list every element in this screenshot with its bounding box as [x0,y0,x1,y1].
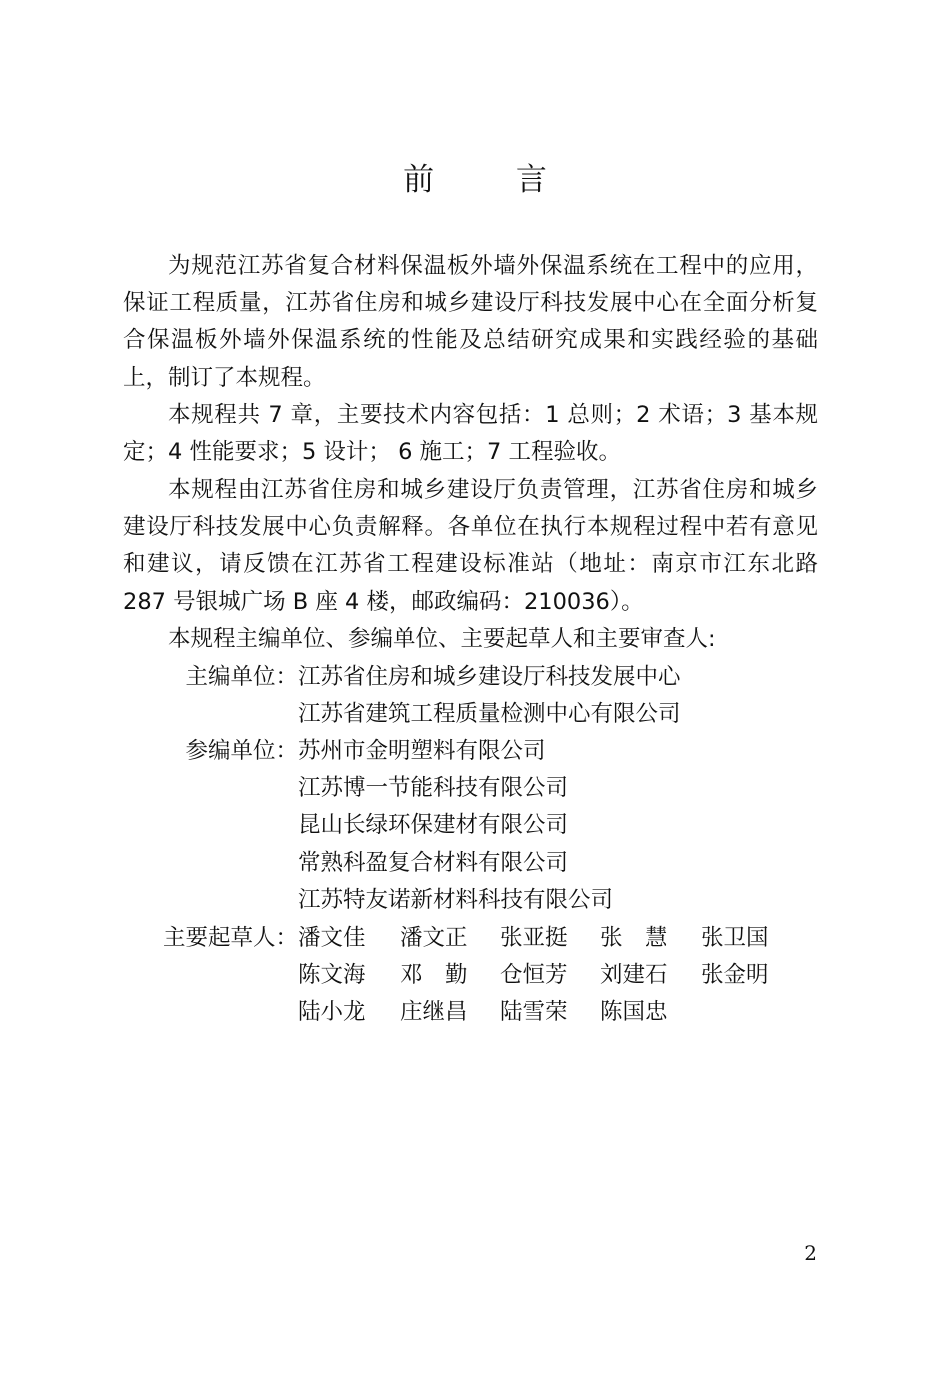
chief-editor-item: 江苏省建筑工程质量检测中心有限公司 [298,701,681,728]
drafter-row [0,920,950,957]
roster-intro [123,621,818,658]
contents-paragraph [123,397,818,471]
participating-unit-item: 江苏特友诺新材料科技有限公司 [298,886,614,913]
drafter-name: 陈国忠 [600,999,668,1026]
drafter-name: 邓 勤 [400,962,468,989]
participating-unit-item: 苏州市金明塑料有限公司 [298,738,546,764]
participating-unit-row [0,807,950,844]
chief-editor-row [0,696,950,733]
paragraph-purpose: 为规范江苏省复合材料保温板外墙外保温系统在工程中的应用，保证工程质量，江苏省住房和城乡建设厅科技发展中心在全面分析复合保温板外墙外保温系统的性能及总结研究成果和实践经验的基础上，制订了本规程。 [123,253,818,391]
drafter-name: 张金明 [701,962,769,989]
participating-unit-item: 昆山长绿环保建材有限公司 [298,812,569,839]
participating-unit-item: 江苏博一节能科技有限公司 [298,775,569,802]
management-paragraph [123,472,818,621]
drafters-label: 主要起草人： [162,925,298,951]
participating-unit-row [0,845,950,882]
participating-unit-row [0,770,950,807]
paragraph-roster-intro: 本规程主编单位、参编单位、主要起草人和主要审查人: [168,626,716,652]
drafter-name: 张卫国 [701,925,769,951]
participating-units-label: 参编单位： [185,738,298,764]
chief-editor-row [0,659,950,696]
drafter-name: 陆小龙 [298,999,366,1026]
drafter-name: 陈文海 [298,962,366,989]
participating-unit-row [0,733,950,770]
participating-unit-item: 常熟科盈复合材料有限公司 [298,849,569,876]
drafter-name: 陆雪荣 [500,999,568,1026]
page-number: 2 [804,1241,817,1265]
chief-editor-item: 江苏省住房和城乡建设厅科技发展中心 [298,664,681,690]
drafter-name: 张 慧 [600,925,668,951]
chief-editors-label: 主编单位： [185,664,298,690]
drafter-name: 潘文佳 [298,925,366,951]
intro-paragraph [123,248,818,397]
participating-unit-row [0,882,950,919]
paragraph-chapters: 本规程共 7 章，主要技术内容包括：1 总则；2 术语；3 基本规定；4 性能要求；5 设计； 6 施工；7 工程验收。 [123,402,818,466]
drafter-name: 庄继昌 [400,999,468,1026]
drafter-name: 刘建石 [600,962,668,989]
drafter-name: 仓恒芳 [500,962,568,989]
drafter-name: 张亚挺 [500,925,568,951]
page-title: 前 言 [403,162,583,198]
paragraph-management: 本规程由江苏省住房和城乡建设厅负责管理，江苏省住房和城乡建设厅科技发展中心负责解释。各单位在执行本规程过程中若有意见和建议，请反馈在江苏省工程建设标准站（地址：南京市江东北路 287 号银城广场 B 座 4 楼，邮政编码：210036）。 [123,477,818,615]
drafter-row [0,957,950,994]
drafter-name: 潘文正 [400,925,468,951]
drafter-row [0,994,950,1031]
